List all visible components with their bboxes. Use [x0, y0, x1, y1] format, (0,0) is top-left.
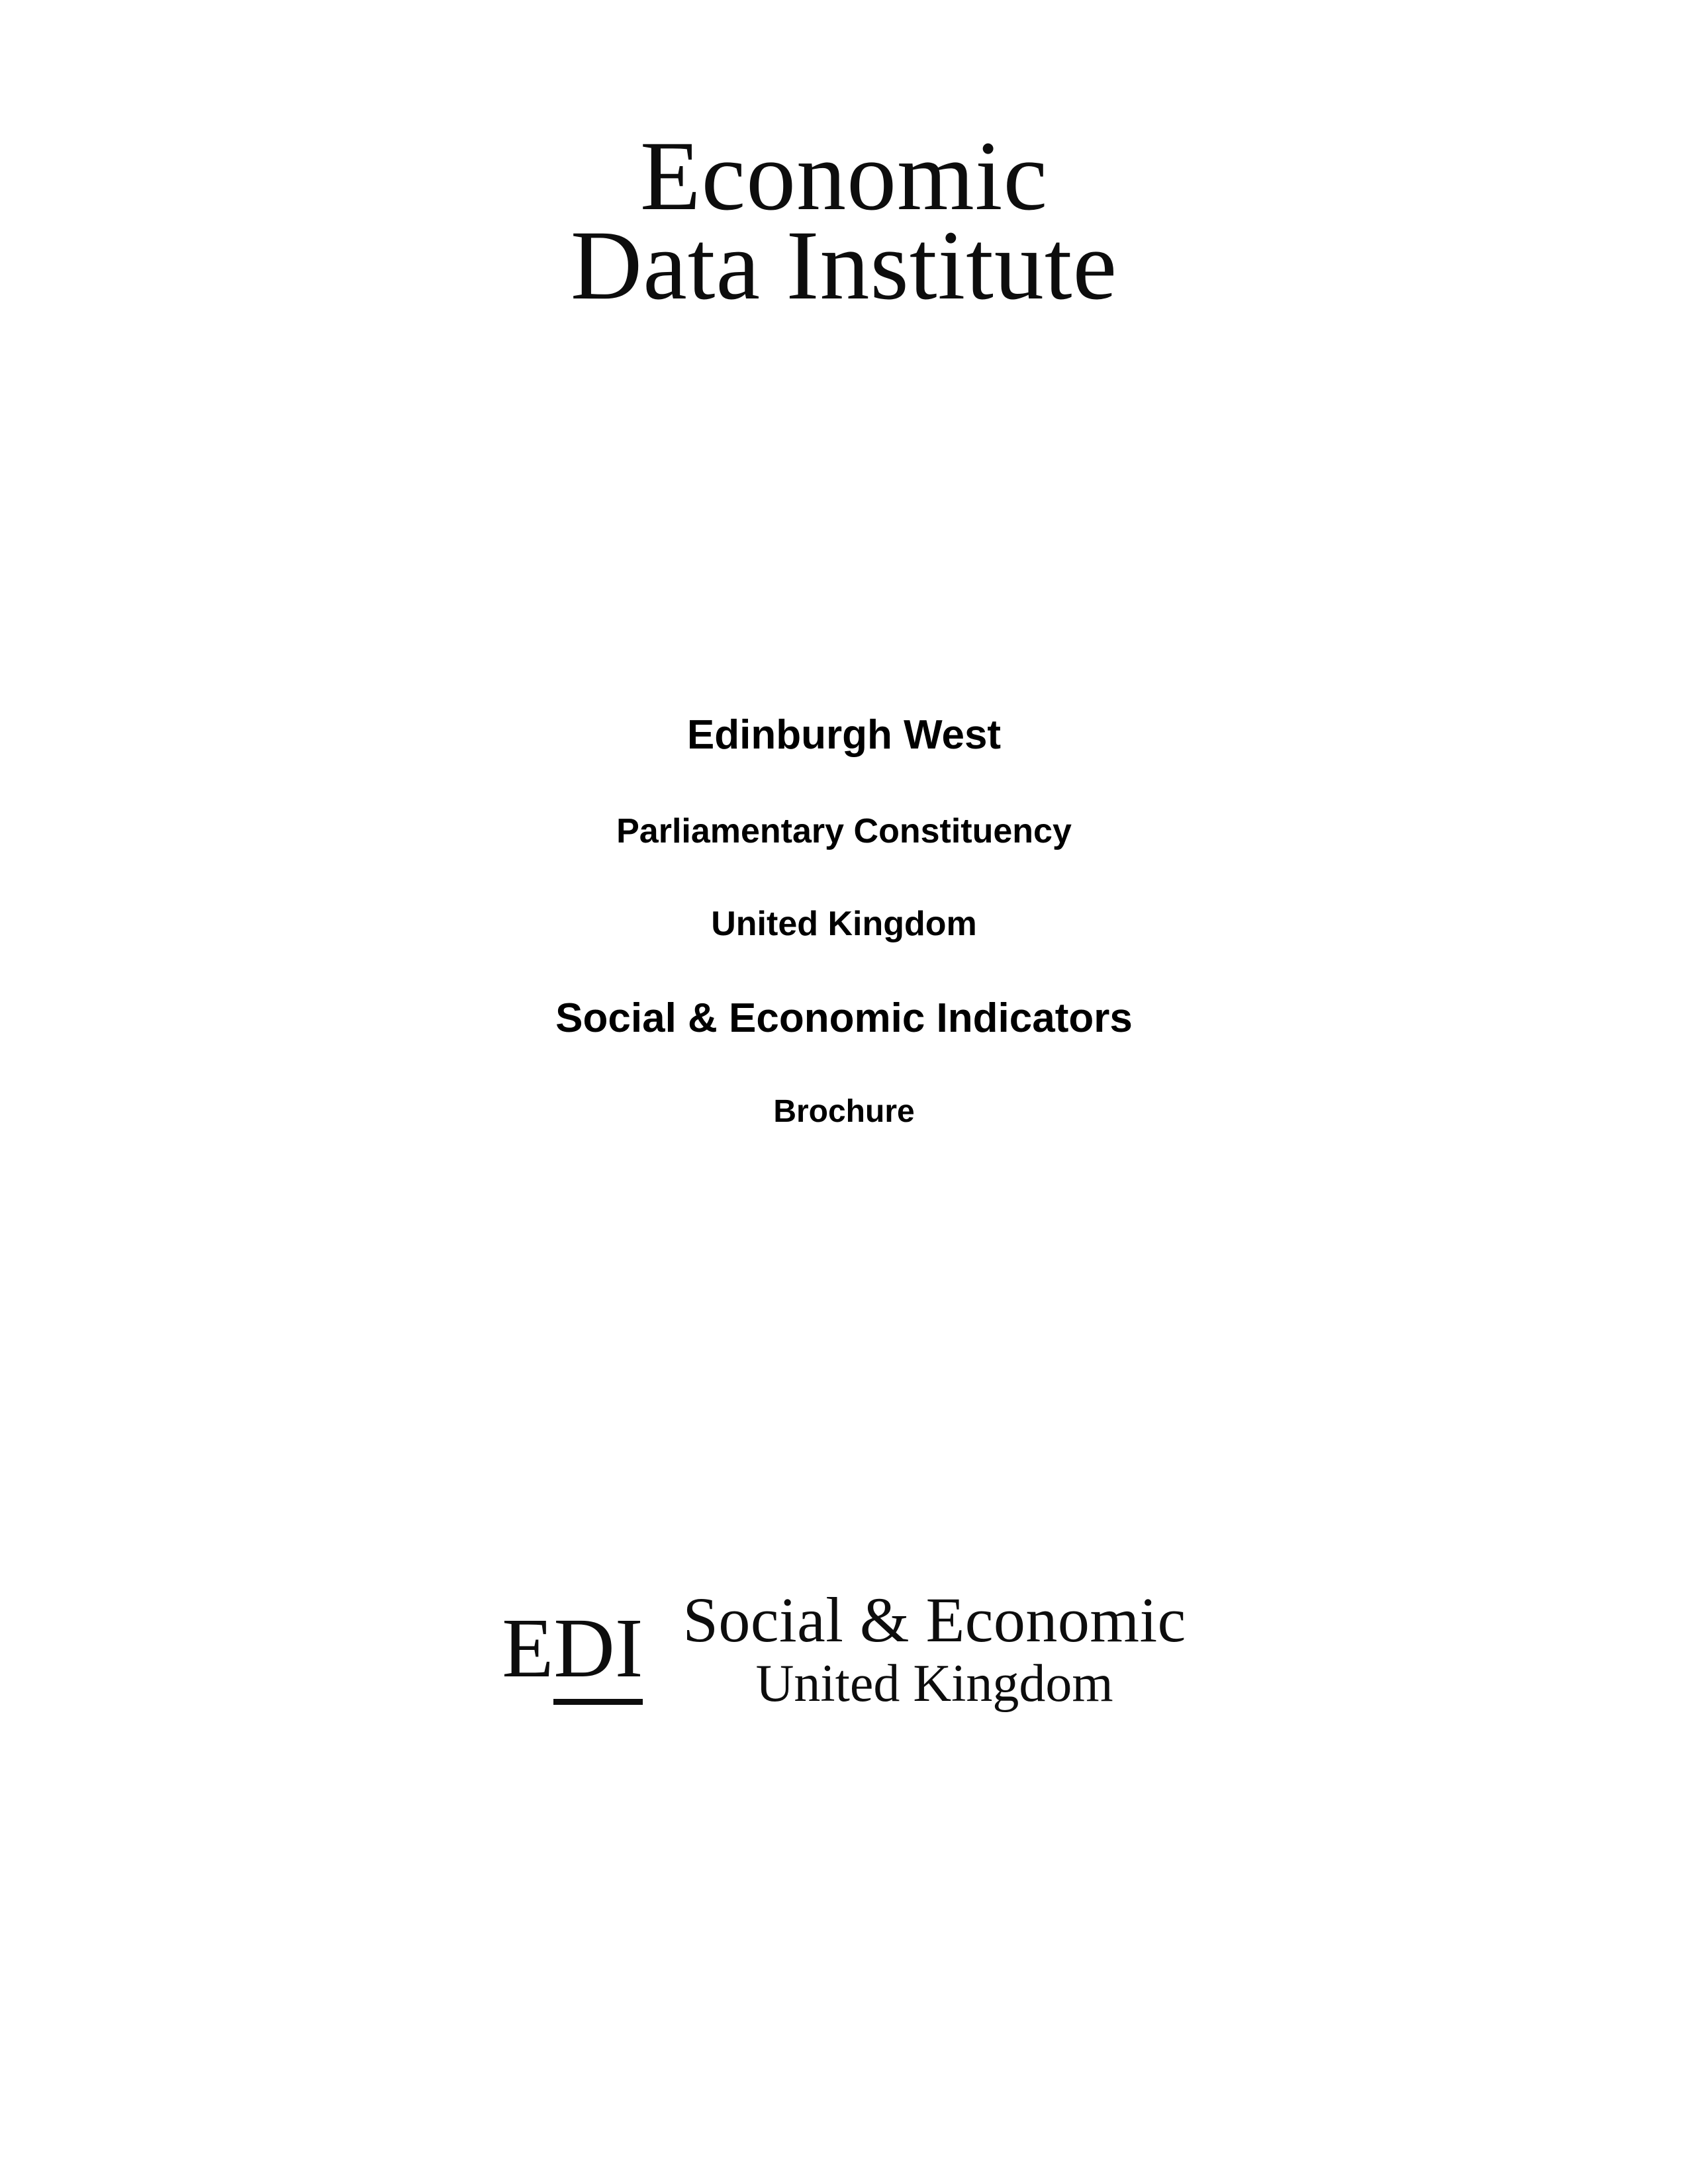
masthead-line-1: Economic [639, 121, 1049, 231]
area-name: Edinburgh West [686, 712, 1002, 758]
area-type: Parliamentary Constituency [616, 812, 1072, 850]
edi-tagline [682, 1584, 1186, 1713]
masthead-logo [0, 121, 1688, 320]
country-name: United Kingdom [711, 905, 977, 943]
series-title: Social & Economic Indicators [555, 995, 1133, 1041]
document-type: Brochure [773, 1094, 915, 1129]
edi-monogram-underlined: DI [553, 1601, 643, 1705]
edi-tagline-line-2: United Kingdom [755, 1655, 1113, 1713]
edi-monogram-prefix: E [502, 1601, 554, 1695]
masthead-line-2: Data Institute [570, 210, 1118, 320]
edi-monogram [502, 1601, 643, 1697]
edi-footer-logo [0, 1584, 1688, 1713]
edi-tagline-line-1: Social & Economic [682, 1584, 1186, 1655]
cover-title-block [0, 712, 1688, 1129]
